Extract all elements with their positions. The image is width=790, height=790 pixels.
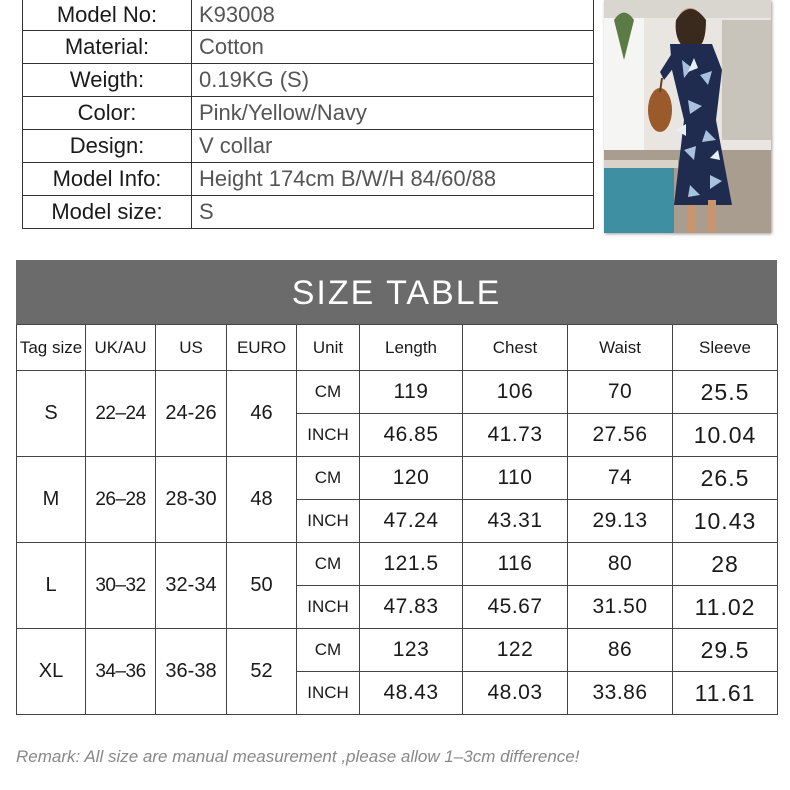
info-row-weight: [23, 64, 594, 97]
header-sleeve: Sleeve: [673, 325, 778, 371]
header-tag-size: Tag size: [17, 325, 86, 371]
unit-cell: CM: [297, 457, 360, 500]
uk-au-cell: 34–36: [86, 629, 156, 715]
uk-au-cell: 22–24: [86, 371, 156, 457]
info-value: 0.19KG (S): [192, 64, 594, 97]
header-chest: Chest: [463, 325, 568, 371]
waist-cell: 31.50: [568, 586, 673, 629]
info-value: Cotton: [192, 31, 594, 64]
length-cell: 121.5: [360, 543, 463, 586]
chest-cell: 116: [463, 543, 568, 586]
unit-cell: CM: [297, 629, 360, 672]
waist-cell: 74: [568, 457, 673, 500]
info-value: V collar: [192, 130, 594, 163]
tag-size-cell: S: [17, 371, 86, 457]
euro-cell: 46: [227, 371, 297, 457]
unit-cell: INCH: [297, 500, 360, 543]
waist-cell: 70: [568, 371, 673, 414]
unit-cell: INCH: [297, 414, 360, 457]
euro-cell: 48: [227, 457, 297, 543]
size-row-l-cm: [17, 543, 778, 586]
waist-cell: 33.86: [568, 672, 673, 715]
length-cell: 47.83: [360, 586, 463, 629]
waist-cell: 80: [568, 543, 673, 586]
info-value: K93008: [192, 0, 594, 31]
unit-cell: CM: [297, 371, 360, 414]
model-photo: [604, 0, 771, 233]
sleeve-cell: 11.61: [673, 672, 778, 715]
us-cell: 24-26: [156, 371, 227, 457]
waist-cell: 27.56: [568, 414, 673, 457]
size-row-xl-cm: [17, 629, 778, 672]
product-info-table: [22, 0, 594, 229]
euro-cell: 50: [227, 543, 297, 629]
unit-cell: CM: [297, 543, 360, 586]
sleeve-cell: 28: [673, 543, 778, 586]
remark-text: Remark: All size are manual measurement ,please allow 1–3cm difference!: [16, 747, 580, 766]
size-table-header-row: [17, 325, 778, 371]
info-value: Pink/Yellow/Navy: [192, 97, 594, 130]
sleeve-cell: 29.5: [673, 629, 778, 672]
euro-cell: 52: [227, 629, 297, 715]
sleeve-cell: 10.43: [673, 500, 778, 543]
length-cell: 119: [360, 371, 463, 414]
header-unit: Unit: [297, 325, 360, 371]
header-euro: EURO: [227, 325, 297, 371]
info-row-model-size: [23, 196, 594, 229]
chest-cell: 48.03: [463, 672, 568, 715]
chest-cell: 41.73: [463, 414, 568, 457]
sleeve-cell: 25.5: [673, 371, 778, 414]
header-waist: Waist: [568, 325, 673, 371]
chest-cell: 110: [463, 457, 568, 500]
info-label: Model Info:: [23, 163, 192, 196]
info-row-design: [23, 130, 594, 163]
waist-cell: 86: [568, 629, 673, 672]
length-cell: 123: [360, 629, 463, 672]
info-row-model-info: [23, 163, 594, 196]
info-label: Design:: [23, 130, 192, 163]
info-row-color: [23, 97, 594, 130]
info-label: Material:: [23, 31, 192, 64]
uk-au-cell: 30–32: [86, 543, 156, 629]
length-cell: 48.43: [360, 672, 463, 715]
us-cell: 36-38: [156, 629, 227, 715]
info-value: S: [192, 196, 594, 229]
size-row-s-cm: [17, 371, 778, 414]
length-cell: 46.85: [360, 414, 463, 457]
sleeve-cell: 10.04: [673, 414, 778, 457]
size-table: [16, 324, 778, 715]
header-uk-au: UK/AU: [86, 325, 156, 371]
header-length: Length: [360, 325, 463, 371]
tag-size-cell: M: [17, 457, 86, 543]
uk-au-cell: 26–28: [86, 457, 156, 543]
tag-size-cell: XL: [17, 629, 86, 715]
info-label: Weigth:: [23, 64, 192, 97]
sleeve-cell: 11.02: [673, 586, 778, 629]
size-row-m-cm: [17, 457, 778, 500]
size-table-title: SIZE TABLE: [16, 260, 777, 324]
length-cell: 47.24: [360, 500, 463, 543]
model-photo-illustration: [604, 0, 771, 233]
us-cell: 28-30: [156, 457, 227, 543]
length-cell: 120: [360, 457, 463, 500]
unit-cell: INCH: [297, 672, 360, 715]
tag-size-cell: L: [17, 543, 86, 629]
waist-cell: 29.13: [568, 500, 673, 543]
chest-cell: 122: [463, 629, 568, 672]
us-cell: 32-34: [156, 543, 227, 629]
info-row-model-no: [23, 0, 594, 31]
info-label: Color:: [23, 97, 192, 130]
unit-cell: INCH: [297, 586, 360, 629]
info-row-material: [23, 31, 594, 64]
info-label: Model size:: [23, 196, 192, 229]
info-label: Model No:: [23, 0, 192, 31]
info-value: Height 174cm B/W/H 84/60/88: [192, 163, 594, 196]
chest-cell: 106: [463, 371, 568, 414]
chest-cell: 45.67: [463, 586, 568, 629]
header-us: US: [156, 325, 227, 371]
chest-cell: 43.31: [463, 500, 568, 543]
sleeve-cell: 26.5: [673, 457, 778, 500]
